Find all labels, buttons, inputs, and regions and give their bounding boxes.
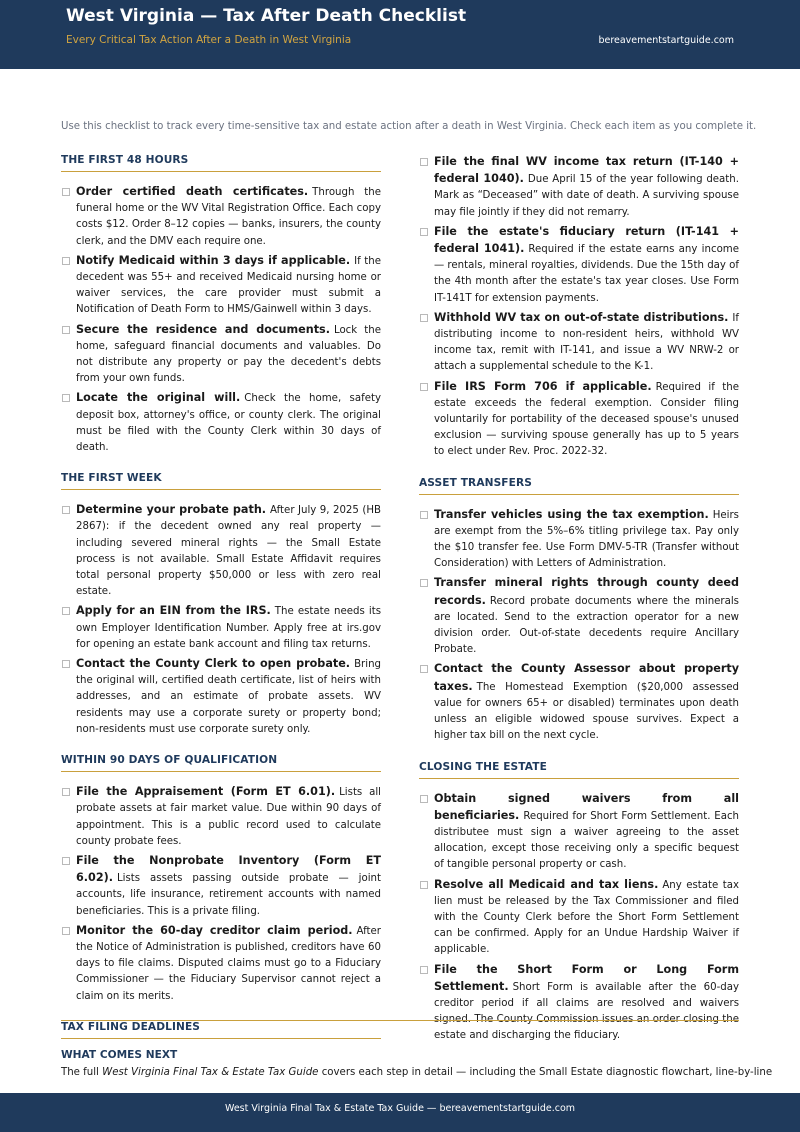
section-heading	[61, 154, 381, 172]
item-text: Required if the estate earns any income — rentals, mineral royalties, dividends. Due the 15th day of the 4th month after the estate's tax year closes. Use Form IT-141T for extension payments.	[434, 244, 739, 304]
checklist-section	[61, 754, 381, 1005]
footer-text: West Virginia Final Tax & Estate Tax Guide — bereavementstartguide.com	[224, 1103, 576, 1114]
section-rule	[419, 494, 739, 495]
item-text: Short Form is available after the 60-day creditor period if all claims are resolved and waivers signed. The County Commission issues an order closing the estate and discharging the fiduciary.	[434, 981, 739, 1042]
item-lead: Secure the residence and documents.	[76, 322, 330, 336]
section-heading	[419, 761, 739, 779]
item-text: The estate needs its own Employer Identification Number. Apply free at irs.gov for opening an estate bank account and filing tax returns.	[76, 606, 382, 650]
checkbox-icon[interactable]	[62, 607, 70, 615]
checklist-section	[61, 154, 381, 456]
page-title: West Virginia — Tax After Death Checklist	[66, 6, 467, 26]
item-text: Heirs are exempt from the 5%–6% titling privilege tax. Pay only the $10 transfer fee. Use Form DMV-5-TR (Transfer without Consideration) with Letters of Administration.	[434, 509, 739, 570]
item-text: Record probate documents where the minerals are located. Send to the extraction operator for a new division order. Out-of-state decedents require Ancillary Probate.	[434, 595, 739, 656]
item-lead: File the Nonprobate Inventory (Form ET 6.02).	[76, 853, 381, 885]
checkbox-icon[interactable]	[420, 665, 428, 673]
checkbox-icon[interactable]	[420, 579, 428, 587]
checklist-section	[419, 761, 739, 1045]
section-rule	[419, 778, 739, 779]
item-text: Required for Short Form Settlement. Each distributee must sign a waiver agreeing to the asset allocation, except those receiving only a specific bequest of tangible personal property or cash.	[434, 810, 739, 871]
item-lead: Contact the County Clerk to open probate.	[76, 657, 351, 671]
item-text: Through the funeral home or the WV Vital Registration Office. Each copy costs $12. Order 8–12 copies — banks, insurers, the county clerk, and the DMV each require one.	[76, 187, 381, 247]
item-lead: Contact the County Assessor about property taxes.	[434, 662, 739, 693]
intro-text: Use this checklist to track every time-sensitive tax and estate action after a death in West Virginia. Check each item as you complete it.	[61, 121, 757, 132]
checkbox-icon[interactable]	[62, 257, 70, 265]
item-lead: Order certified death certificates.	[76, 185, 309, 198]
item-lead: File the Appraisement (Form ET 6.01).	[76, 785, 336, 799]
item-text: Due April 15 of the year following death. Mark as “Deceased” with date of death. A surviving spouse may file jointly if they did not remarry.	[434, 174, 739, 218]
next-text-suffix: covers each step in detail — including the Small Estate diagnostic flowchart, line-by-line	[318, 1067, 773, 1078]
section-heading-text: THE FIRST WEEK	[61, 472, 162, 485]
item-lead: File the Short Form or Long Form Settlement.	[434, 962, 739, 993]
checkbox-icon[interactable]	[62, 394, 70, 402]
section-heading	[61, 472, 381, 490]
item-text: The Homestead Exemption ($20,000 assessed value for owners 65+ or disabled) terminates upon death unless an eligible widowed spouse survives. Expect a higher tax bill on the next cycle.	[434, 681, 739, 742]
section-rule	[61, 171, 381, 172]
section-rule	[61, 1038, 381, 1039]
checkbox-icon[interactable]	[62, 326, 70, 334]
next-text-prefix: The full	[61, 1067, 103, 1078]
item-text: After the Notice of Administration is published, creditors have 60 days to file claims. Disputed claims must go to a Fiduciary Commissioner — the Fiduciary Supervisor cannot reject a claim on its merits.	[76, 925, 381, 1002]
item-lead: Transfer vehicles using the tax exemption.	[434, 507, 709, 521]
section-heading	[61, 754, 381, 772]
section-rule	[61, 489, 381, 490]
left-column	[61, 154, 381, 1055]
checklist-item	[419, 962, 739, 1045]
checklist-item	[419, 310, 739, 376]
site-url: bereavementstartguide.com	[598, 35, 734, 46]
checkbox-icon[interactable]	[420, 228, 428, 236]
section-heading-text: TAX FILING DEADLINES	[61, 1020, 201, 1033]
item-lead: Obtain signed waivers from all beneficiaries.	[434, 791, 739, 822]
item-lead: File the final WV income tax return (IT-140 + federal 1040).	[434, 155, 739, 186]
section-heading-text: THE FIRST 48 HOURS	[61, 154, 189, 166]
item-lead: Transfer mineral rights through county deed records.	[434, 576, 739, 607]
next-text	[61, 1067, 772, 1078]
checklist-item	[419, 507, 739, 573]
item-text: Lists assets passing outside probate — joint accounts, life insurance, retirement accounts with named beneficiaries. This is a private filing.	[76, 873, 381, 917]
page-header	[0, 0, 800, 69]
checklist-item	[419, 877, 739, 959]
checklist-item	[61, 923, 381, 1005]
checklist-section	[61, 1021, 381, 1039]
item-text: If the decedent was 55+ and received Medicaid nursing home or waiver services, the care provider must submit a Notification of Death Form to HMS/Gainwell within 3 days.	[76, 255, 381, 316]
item-text: Any estate tax lien must be released by the Tax Commissioner and filed with the County Clerk before the Short Form Settlement can be confirmed. Apply for an Undue Hardship Waiver if applicable.	[434, 879, 740, 956]
section-heading	[419, 477, 739, 495]
page-footer	[0, 1093, 800, 1132]
section-heading-text: WITHIN 90 DAYS OF QUALIFICATION	[61, 754, 278, 767]
item-lead: Locate the original will.	[76, 391, 241, 405]
item-text: Required if the estate exceeds the federal exemption. Consider filing voluntarily for portability of the deceased spouse's unused exclusion — surviving spouse generally has up to 5 years to elect under Rev. Proc. 2022-32.	[434, 381, 739, 458]
item-text: Bring the original will, certified death certificate, list of heirs with addresses, and an estimate of probate assets. WV residents may use a corporate surety or property bond; non-residents must use corporate surety only.	[76, 659, 381, 735]
checklist-item	[61, 502, 381, 600]
item-text: Lists all probate assets at fair market value. Due within 90 days of appointment. This is a public record used to calculate county probate fees.	[76, 787, 381, 847]
checkbox-icon[interactable]	[420, 511, 428, 519]
section-heading-text: ASSET TRANSFERS	[419, 476, 532, 489]
item-text: If distributing income to non-resident heirs, withhold WV income tax, remit with IT-141, and issue a WV NRW-2 or attach a supplemental schedule to the K-1.	[434, 312, 739, 373]
checklist-item	[419, 575, 739, 658]
item-text: After July 9, 2025 (HB 2867): if the decedent owned any real property — including severed mineral rights — the Small Estate process is not available. Small Estate Affidavit requires total personal property $50,000 or less with zero real estate.	[76, 505, 381, 598]
item-lead: Monitor the 60-day creditor claim period.	[76, 923, 353, 937]
checkbox-icon[interactable]	[62, 927, 70, 935]
checklist-section	[419, 477, 739, 745]
item-lead: File IRS Form 706 if applicable.	[434, 379, 652, 393]
section-rule	[61, 771, 381, 772]
checkbox-icon[interactable]	[62, 660, 70, 668]
checklist-section	[419, 154, 739, 461]
checklist-item	[419, 791, 739, 874]
checkbox-icon[interactable]	[62, 506, 70, 514]
item-text: Check the home, safety deposit box, attorney's office, or county clerk. The original must be filed with the County Clerk within 30 days of death.	[76, 393, 381, 454]
checklist-item	[61, 322, 381, 388]
checkbox-icon[interactable]	[420, 795, 428, 803]
checklist-item	[419, 224, 739, 307]
checklist-item	[61, 853, 381, 920]
checklist-section	[61, 472, 381, 738]
item-lead: Withhold WV tax on out-of-state distributions.	[434, 310, 729, 324]
checkbox-icon[interactable]	[62, 857, 70, 865]
checklist-item	[61, 390, 381, 456]
checkbox-icon[interactable]	[420, 158, 428, 166]
checkbox-icon[interactable]	[62, 788, 70, 796]
checklist-item	[61, 656, 381, 738]
checklist-item	[419, 661, 739, 744]
section-heading	[61, 1021, 381, 1039]
checklist-item	[419, 379, 739, 461]
item-lead: Determine your probate path.	[76, 503, 267, 517]
next-heading: WHAT COMES NEXT	[61, 1049, 178, 1061]
checkbox-icon[interactable]	[62, 188, 70, 196]
checklist-item	[61, 184, 381, 250]
checklist-item	[419, 154, 739, 221]
section-heading-text: CLOSING THE ESTATE	[419, 760, 547, 773]
checkbox-icon[interactable]	[420, 966, 428, 974]
checkbox-icon[interactable]	[420, 314, 428, 322]
item-lead: Resolve all Medicaid and tax liens.	[434, 877, 659, 891]
item-text: Lock the home, safeguard financial documents and valuables. Do not distribute any property or pay the decedent's debts from your own funds.	[76, 324, 382, 385]
next-text-guide: West Virginia Final Tax & Estate Tax Guide	[102, 1067, 319, 1078]
item-lead: Notify Medicaid within 3 days if applicable.	[76, 253, 351, 267]
right-column	[419, 154, 739, 1061]
checklist-item	[61, 784, 381, 850]
page-subtitle: Every Critical Tax Action After a Death in West Virginia	[66, 34, 352, 46]
checkbox-icon[interactable]	[420, 881, 428, 889]
divider	[61, 1020, 739, 1021]
item-lead: Apply for an EIN from the IRS.	[76, 604, 271, 618]
checklist-item	[61, 253, 381, 319]
item-lead: File the estate's fiduciary return (IT-141 + federal 1041).	[434, 224, 739, 256]
checklist-item	[61, 603, 381, 653]
checkbox-icon[interactable]	[420, 383, 428, 391]
